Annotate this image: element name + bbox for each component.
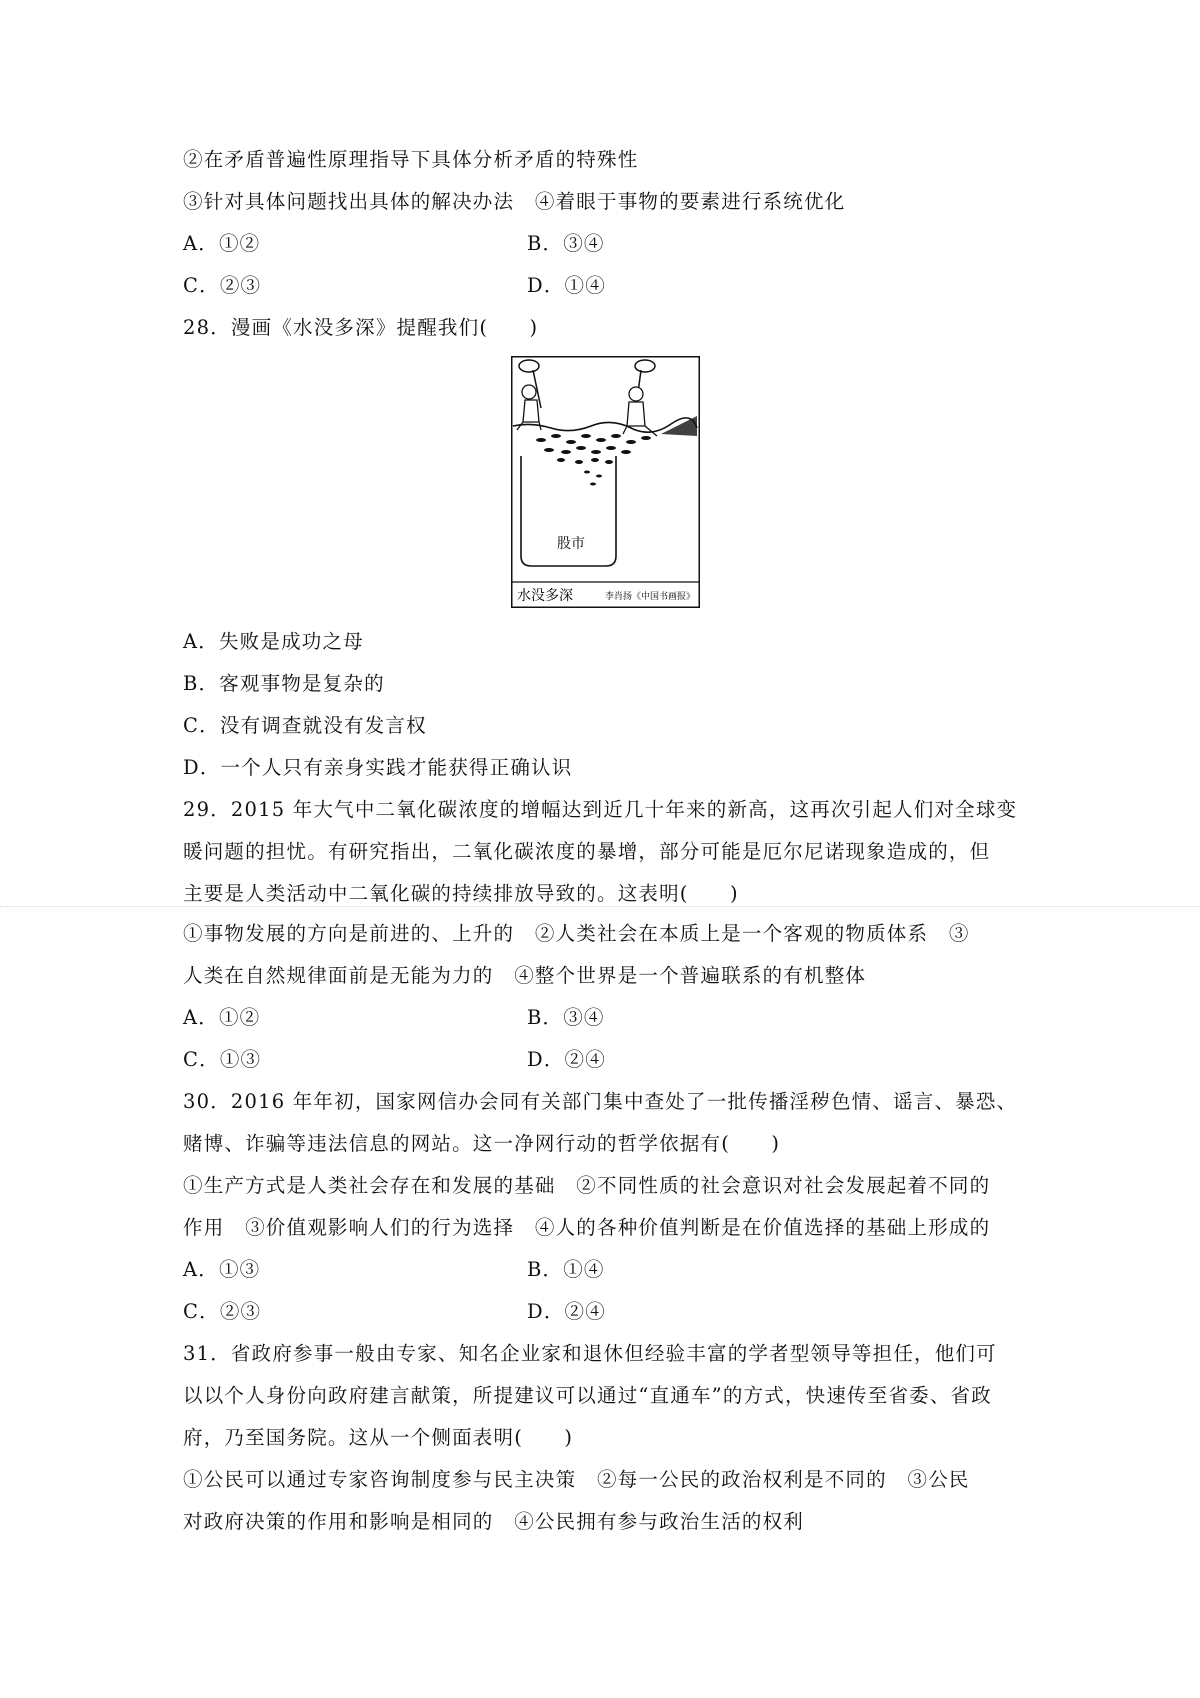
option-a: A．①② <box>183 1006 261 1029</box>
option-b: B．③④ <box>527 232 605 255</box>
cartoon-image <box>511 356 700 608</box>
question-31-stem: 以以个人身份向政府建言献策，所提建议可以通过“直通车”的方式，快速传至省委、省政 <box>183 1384 992 1407</box>
page-divider <box>0 906 1200 907</box>
option-d: D．①④ <box>527 274 606 297</box>
statement-line: ③针对具体问题找出具体的解决办法 ④着眼于事物的要素进行系统优化 <box>183 190 846 213</box>
statement-line: ①公民可以通过专家咨询制度参与民主决策 ②每一公民的政治权利是不同的 ③公民 <box>183 1468 970 1491</box>
statement-line: ①生产方式是人类社会存在和发展的基础 ②不同性质的社会意识对社会发展起着不同的 <box>183 1174 991 1197</box>
option-a: A．①③ <box>183 1258 261 1281</box>
statement-line: 对政府决策的作用和影响是相同的 ④公民拥有参与政治生活的权利 <box>183 1510 805 1533</box>
option-b: B．①④ <box>527 1258 605 1281</box>
statement-line: ②在矛盾普遍性原理指导下具体分析矛盾的特殊性 <box>183 148 639 171</box>
statement-line: 作用 ③价值观影响人们的行为选择 ④人的各种价值判断是在价值选择的基础上形成的 <box>183 1216 991 1239</box>
question-29-stem: 暖问题的担忧。有研究指出，二氧化碳浓度的暴增，部分可能是厄尔尼诺现象造成的，但 <box>183 840 991 863</box>
statement-line: ①事物发展的方向是前进的、上升的 ②人类社会在本质上是一个客观的物质体系 ③ <box>183 922 970 945</box>
option-b: B．③④ <box>527 1006 605 1029</box>
question-30-stem: 赌博、诈骗等违法信息的网站。这一净网行动的哲学依据有( ) <box>183 1132 781 1155</box>
option-a: A．失败是成功之母 <box>183 630 364 653</box>
cartoon-title: 水没多深 <box>517 588 573 604</box>
option-c: C．②③ <box>183 1300 262 1323</box>
question-28-stem: 28．漫画《水没多深》提醒我们( ) <box>183 316 539 339</box>
option-c: C．①③ <box>183 1048 262 1071</box>
question-30-stem: 30．2016 年年初，国家网信办会同有关部门集中查处了一批传播淫秽色情、谣言、暴恐、 <box>183 1090 1018 1113</box>
question-29-stem: 29．2015 年大气中二氧化碳浓度的增幅达到近几十年来的新高，这再次引起人们对全球变 <box>183 798 1018 821</box>
option-d: D．②④ <box>527 1300 606 1323</box>
option-d: D．②④ <box>527 1048 606 1071</box>
question-29-stem: 主要是人类活动中二氧化碳的持续排放导致的。这表明( ) <box>183 882 739 905</box>
option-a: A．①② <box>183 232 261 255</box>
question-31-stem: 31．省政府参事一般由专家、知名企业家和退休但经验丰富的学者型领导等担任，他们可 <box>183 1342 997 1365</box>
cartoon-label: 股市 <box>557 536 585 552</box>
option-c: C．②③ <box>183 274 262 297</box>
cartoon-credit: 李肖扬《中国书画报》 <box>604 592 695 602</box>
statement-line: 人类在自然规律面前是无能为力的 ④整个世界是一个普遍联系的有机整体 <box>183 964 867 987</box>
option-d: D．一个人只有亲身实践才能获得正确认识 <box>183 756 573 779</box>
question-31-stem: 府，乃至国务院。这从一个侧面表明( ) <box>183 1426 574 1449</box>
option-c: C．没有调查就没有发言权 <box>183 714 427 737</box>
option-b: B．客观事物是复杂的 <box>183 672 385 695</box>
